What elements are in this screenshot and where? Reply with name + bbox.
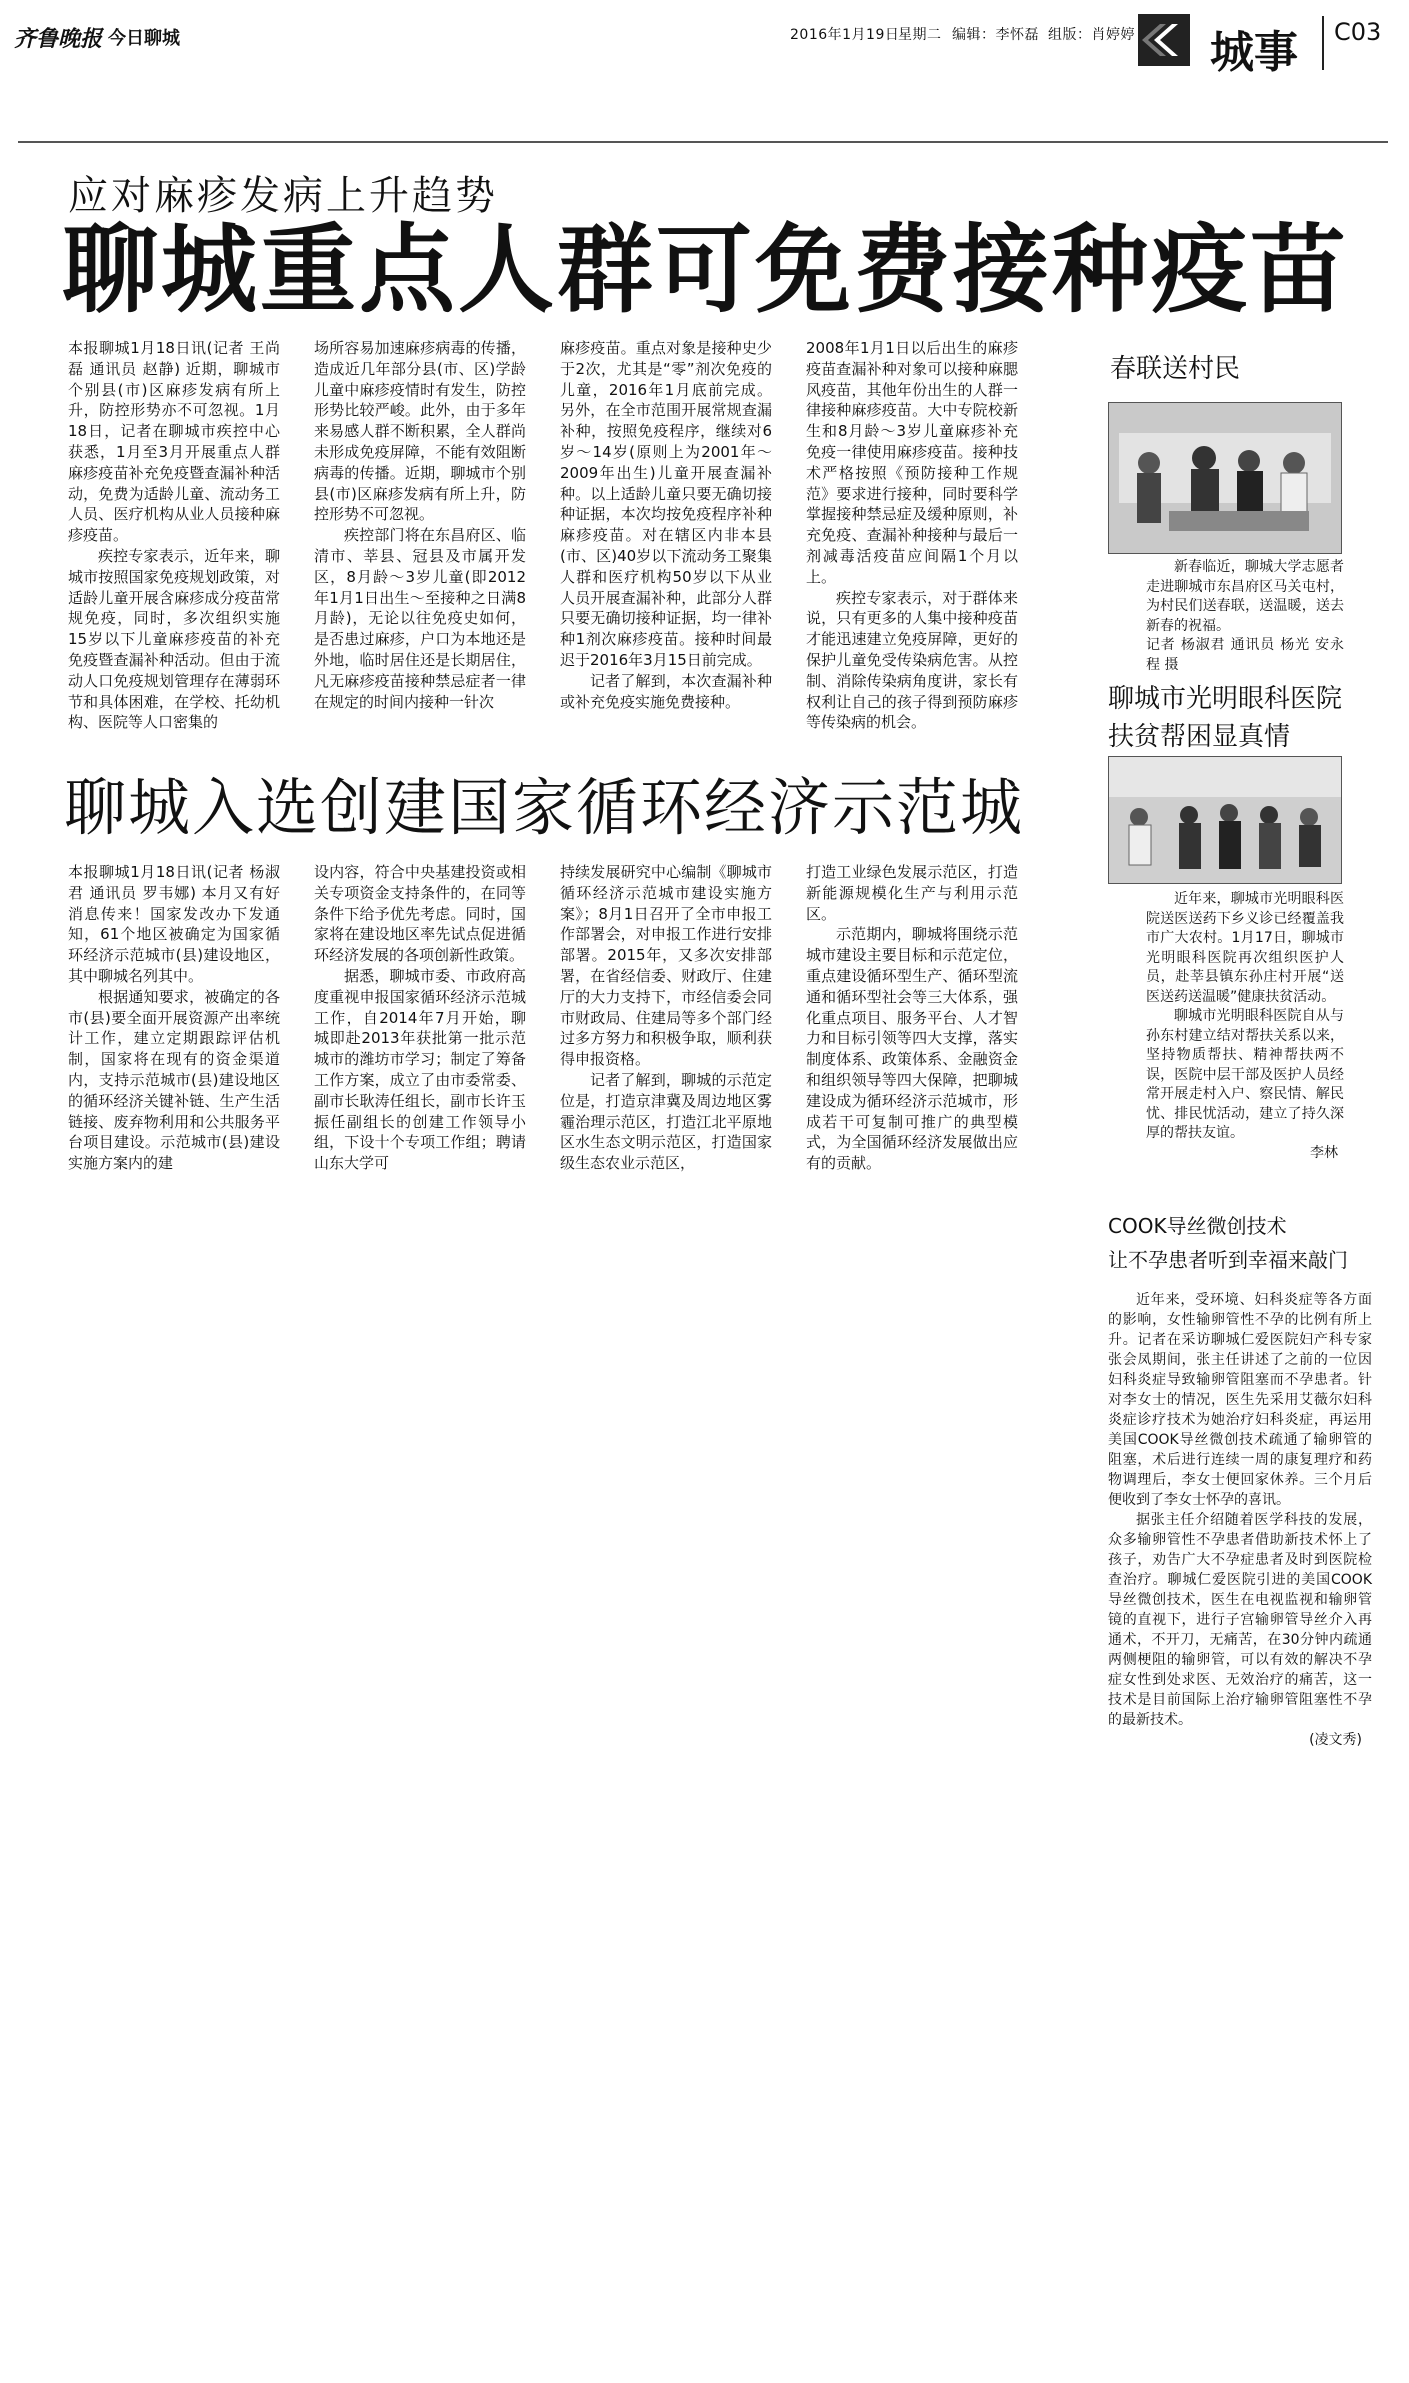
article2-paragraph: 记者了解到，聊城的示范定位是，打造京津冀及周边地区雾霾治理示范区，打造江北平原地区水生态文明示范区，打造国家级生态农业示范区， [560,1070,772,1173]
header-divider [1322,16,1324,70]
article2-paragraph: 据悉，聊城市委、市政府高度重视申报国家循环经济示范城工作，自2014年7月开始，聊城即赴2013年获批第一批示范城市的潍坊市学习；制定了筹备工作方案，成立了由市委常委、副市长耿涛任组长，副市长许玉振任副组长的创建工作领导小组，下设十个专项工作组；聘请山东大学可 [314,966,526,1173]
header-rule [18,141,1388,143]
sidebar-paragraph: 据张主任介绍随着医学科技的发展，众多输卵管性不孕患者借助新技术怀上了孩子，劝告广大不孕症患者及时到医院检查治疗。聊城仁爱医院引进的美国COOK导丝微创技术，医生在电视监视和输卵管镜的直视下，进行子宫输卵管导丝介入再通术，不开刀，无痛苦，在30分钟内疏通两侧梗阻的输卵管，可以有效的解决不孕症女性到处求医、无效治疗的痛苦，这一技术是目前国际上治疗输卵管阻塞性不孕的最新技术。 [1108,1512,1372,1728]
eye-hospital-photo [1108,756,1342,884]
article1-kicker: 应对麻疹发病上升趋势 [68,173,498,219]
article2-paragraph: 本报聊城1月18日讯(记者 杨淑君 通讯员 罗韦娜) 本月又有好消息传来！国家发改办下发通知，61个地区被确定为国家循环经济示范城市(县)建设地区，其中聊城名列其中。 [68,863,280,985]
edition-name: 今日聊城 [108,28,180,49]
page-number: C03 [1334,18,1382,46]
sidebar-photo-caption [1146,558,1344,675]
article1-paragraph: 麻疹疫苗。重点对象是接种史少于2次，尤其是“零”剂次免疫的儿童，2016年1月底前完成。另外，在全市范围开展常规查漏补种，按照免疫程序，继续对6岁～14岁(原则上为2001年～2009年出生)儿童开展查漏补种。以上适龄儿童只要无确切接种证据，本次均按免疫程序补种麻疹疫苗。对在辖区内非本县(市、区)40岁以下流动务工聚集人群和医疗机构50岁以下从业人员开展查漏补种，此部分人群只要无确切接种证据，均一律补种1剂次麻疹疫苗。接种时间最迟于2016年3月15日前完成。 [560,339,772,669]
article2-paragraph: 打造工业绿色发展示范区，打造新能源规模化生产与利用示范区。 [806,863,1018,923]
sidebar-paragraph: 近年来，聊城市光明眼科医院送医送药下乡义诊已经覆盖我市广大农村。1月17日，聊城市光明眼科医院再次组织医护人员，赴莘县镇东孙庄村开展“送医送药送温暖”健康扶贫活动。 [1146,891,1344,1005]
sidebar-photo-title: 春联送村民 [1110,354,1241,384]
section-title: 城事 [1210,27,1298,78]
sidebar-ad-title-2: 让不孕患者听到幸福来敲门 [1108,1248,1348,1272]
sidebar-ad-title-1: COOK导丝微创技术 [1108,1214,1287,1238]
article2-column-4 [806,862,1018,1174]
article2-column-2 [314,862,526,1174]
article2-paragraph: 设内容，符合中央基建投资或相关专项资金支持条件的，在同等条件下给予优先考虑。同时，国家将在建设地区率先试点促进循环经济发展的各项创新性政策。 [314,863,526,965]
sidebar-author: (凌文秀) [1309,1732,1362,1748]
article2-paragraph: 根据通知要求，被确定的各市(县)要全面开展资源产出率统计工作，建立定期跟踪评估机制，国家将在现有的资金渠道内，支持示范城市(县)建设地区的循环经济关键补链、生产生活链接、废弃物利用和公共服务平台项目建设。示范城市(县)建设实施方案内的建 [68,987,280,1173]
article1-paragraph: 疾控专家表示，对于群体来说，只有更多的人集中接种疫苗才能迅速建立免疫屏障，更好的保护儿童免受传染病危害。从控制、消除传染病角度讲，家长有权利让自己的孩子得到预防麻疹等传染病的机会。 [806,588,1018,732]
article2-column-3 [560,862,772,1174]
issue-weekday: 星期二 [898,27,942,43]
newspaper-logo: 齐鲁晚报 [14,26,103,52]
article1-column-3 [560,338,772,712]
article1-column-4 [806,338,1018,733]
article2-column-1 [68,862,280,1174]
sidebar-paragraph: 近年来，受环境、妇科炎症等各方面的影响，女性输卵管性不孕的比例有所上升。记者在采访聊城仁爱医院妇产科专家张会凤期间，张主任讲述了之前的一位因妇科炎症导致输卵管阻塞而不孕患者。针对李女士的情况，医生先采用艾薇尔妇科炎症诊疗技术为她治疗妇科炎症，再运用美国COOK导丝微创技术疏通了输卵管的阻塞，术后进行连续一周的康复理疗和药物调理后，李女士便回家休养。三个月后便收到了李女士怀孕的喜讯。 [1108,1292,1372,1508]
sidebar-article-title: 聊城市光明眼科医院扶贫帮困显真情 [1108,684,1343,752]
article1-column-1 [68,338,280,733]
editor-credit: 编辑：李怀磊 [952,27,1039,43]
article2-paragraph: 示范期内，聊城将围绕示范城市建设主要目标和示范定位，重点建设循环型生产、循环型流通和循环型社会等三大体系，强化重点项目、服务平台、人才智力和目标引领等四大支撑，落实制度体系、政策体系、金融资金和组织领导等四大保障，把聊城建设成为循环经济示范城市，形成若干可复制可推广的典型模式，为全国循环经济发展做出应有的贡献。 [806,925,1018,1173]
article1-paragraph: 2008年1月1日以后出生的麻疹疫苗查漏补种对象可以接种麻腮风疫苗，其他年份出生的人群一律接种麻疹疫苗。大中专院校新生和8月龄～3岁儿童麻疹补充免疫一律使用麻疹疫苗。接种技术严格按照《预防接种工作规范》要求进行接种，同时要科学掌握接种禁忌症及缓种原则，补充免疫、查漏补种接种与最后一剂减毒活疫苗应间隔1个月以上。 [806,339,1018,586]
sidebar-ad-body [1108,1290,1372,1750]
article1-paragraph: 记者了解到，本次查漏补种或补充免疫实施免费接种。 [560,671,772,711]
photo-credit: 记者 杨淑君 通讯员 杨光 安永程 摄 [1146,637,1344,673]
sidebar-paragraph: 聊城市光明眼科医院自从与孙东村建立结对帮扶关系以来，坚持物质帮扶、精神帮扶两不误，医院中层干部及医护人员经常开展走村入户、察民情、解民忧、排民忧活动，建立了持久深厚的帮扶友谊。 [1146,1008,1344,1141]
article1-paragraph: 疾控部门将在东昌府区、临清市、莘县、冠县及市属开发区，8月龄～3岁儿童(即2012年1月1日出生～至接种之日满8月龄)，无论以往免疫史如何，是否患过麻疹，户口为本地还是外地，临时居住还是长期居住，凡无麻疹疫苗接种禁忌症者一律在规定的时间内接种一针次 [314,526,526,711]
article1-headline: 聊城重点人群可免费接种疫苗 [62,214,1349,326]
article2-paragraph: 持续发展研究中心编制《聊城市循环经济示范城市建设实施方案》；8月1日召开了全市申报工作部署会，对申报工作进行安排部署。2015年，又多次安排部署，在省经信委、财政厅、住建厅的大力支持下，市经信委会同市财政局、住建局等多个部门经过多方努力和积极争取，顺利获得申报资格。 [560,863,772,1069]
caption-text: 新春临近，聊城大学志愿者走进聊城市东昌府区马关屯村，为村民们送春联，送温暖，送去新春的祝福。 [1146,559,1344,634]
article1-paragraph: 场所容易加速麻疹病毒的传播，造成近几年部分县(市、区)学龄儿童中麻疹疫情时有发生，防控形势比较严峻。此外，由于多年来易感人群不断积累，全人群尚未形成免疫屏障，不能有效阻断病毒的传播。近期，聊城市个别县(市)区麻疹发病有所上升，防控形势不可忽视。 [314,339,526,524]
article1-column-2 [314,338,526,712]
spring-couplets-photo [1108,402,1342,554]
article1-paragraph: 疾控专家表示，近年来，聊城市按照国家免疫规划政策，对适龄儿童开展含麻疹成分疫苗常规免疫，同时，多次组织实施15岁以下儿童麻疹疫苗的补充免疫暨查漏补种活动。但由于流动人口免疫规划管理存在薄弱环节和具体困难，在学校、托幼机构、医院等人口密集的 [68,546,280,732]
layout-credit: 组版：肖婷婷 [1048,27,1135,43]
sidebar-author: 李林 [1310,1144,1338,1161]
article2-headline: 聊城入选创建国家循环经济示范城 [64,771,1025,844]
issue-date: 2016年1月19日 [790,27,900,43]
article1-paragraph: 本报聊城1月18日讯(记者 王尚磊 通讯员 赵静) 近期，聊城市个别县(市)区麻疹发病有所上升，防控形势亦不可忽视。1月18日，记者在聊城市疾控中心获悉，1月至3月开展重点人群麻疹疫苗补充免疫暨查漏补种活动，免费为适龄儿童、流动务工人员、医疗机构从业人员接种麻疹疫苗。 [68,339,280,545]
section-tab-icon [1138,14,1190,66]
sidebar-article-body [1146,890,1344,1163]
